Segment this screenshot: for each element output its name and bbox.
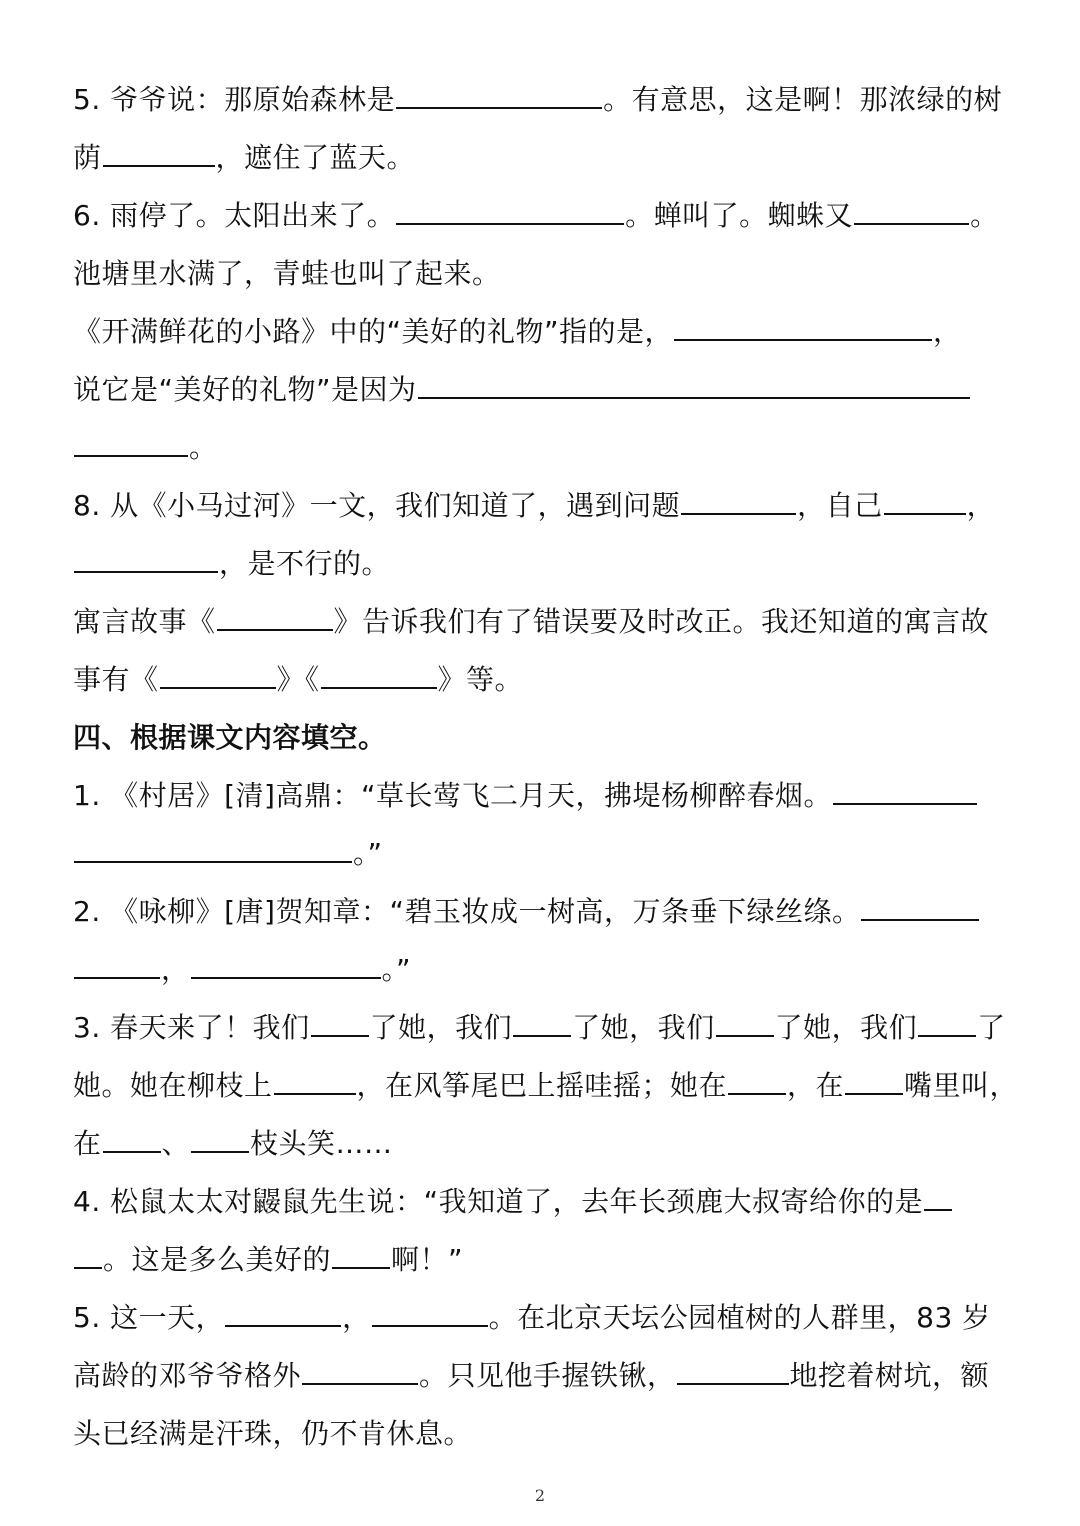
text-segment: 。在北京天坛公园植树的人群里，83 岁	[488, 1301, 991, 1334]
text-segment: 。有意思，这是啊！那浓绿的树	[603, 83, 1003, 116]
fill-blank-line	[73, 660, 1013, 700]
fill-blank-line	[73, 602, 1013, 642]
fill-blank-line	[73, 1066, 1019, 1106]
fill-blank-line	[73, 486, 1013, 526]
text-segment: 。蝉叫了。蜘蛛又	[625, 199, 854, 232]
fill-blank-line	[73, 138, 1013, 178]
answer-blank[interactable]	[74, 953, 160, 979]
text-segment: ，	[966, 489, 996, 522]
text-line	[73, 254, 1013, 294]
answer-blank[interactable]	[74, 837, 352, 863]
answer-blank[interactable]	[918, 1011, 976, 1037]
text-segment: 地挖着树坑，额	[789, 1359, 990, 1392]
fill-blank-line	[73, 312, 1013, 352]
text-segment: 了	[977, 1011, 1006, 1044]
fill-blank-line	[73, 776, 1013, 816]
text-segment: ，	[933, 315, 962, 348]
text-segment: 寓言故事《	[73, 605, 216, 638]
text-segment: 了她，我们	[774, 1011, 918, 1044]
text-segment: 头已经满是汗珠，仍不肯休息。	[73, 1417, 473, 1450]
answer-blank[interactable]	[225, 1301, 341, 1327]
fill-blank-line	[73, 1356, 1013, 1396]
text-segment: ，是不行的。	[219, 547, 391, 580]
text-segment: 2. 《咏柳》[唐]贺知章：“碧玉妆成一树高，万条垂下绿丝绦。	[73, 895, 861, 928]
answer-blank[interactable]	[884, 489, 966, 515]
answer-blank[interactable]	[74, 1243, 102, 1269]
answer-blank[interactable]	[332, 1243, 390, 1269]
fill-blank-line	[73, 1298, 1013, 1338]
answer-blank[interactable]	[924, 1185, 952, 1211]
answer-blank[interactable]	[74, 431, 188, 457]
answer-blank[interactable]	[103, 141, 215, 167]
text-segment: 说它是“美好的礼物”是因为	[73, 373, 417, 406]
answer-blank[interactable]	[74, 547, 218, 573]
text-segment: ，在风筝尾巴上摇哇摇；她在	[356, 1069, 728, 1102]
text-segment: ，自己	[797, 489, 883, 522]
text-segment: 啊！”	[391, 1243, 464, 1276]
text-segment: 。	[970, 199, 999, 232]
fill-blank-line	[73, 428, 1013, 468]
fill-blank-line	[73, 834, 1013, 874]
text-segment: ，	[161, 953, 190, 986]
fill-blank-line	[73, 80, 1013, 120]
section-heading-text: 四、根据课文内容填空。	[73, 721, 387, 754]
text-line	[73, 1414, 1013, 1454]
answer-blank[interactable]	[854, 199, 969, 225]
text-segment: ，遮住了蓝天。	[215, 141, 416, 174]
text-segment: 》告诉我们有了错误要及时改正。我还知道的寓言故	[333, 605, 990, 638]
answer-blank[interactable]	[677, 1359, 789, 1385]
section-heading	[73, 718, 1013, 758]
answer-blank[interactable]	[217, 605, 333, 631]
text-segment: 1. 《村居》[清]高鼎：“草长莺飞二月天，拂堤杨柳醉春烟。	[73, 779, 832, 812]
fill-blank-line	[73, 1124, 1013, 1164]
fill-blank-line	[73, 1008, 1013, 1048]
answer-blank[interactable]	[396, 83, 602, 109]
fill-blank-line	[73, 544, 1013, 584]
text-segment: 5. 这一天，	[73, 1301, 225, 1334]
text-segment: 了她，我们	[572, 1011, 715, 1044]
answer-blank[interactable]	[716, 1011, 774, 1037]
fill-blank-line	[73, 370, 1013, 410]
fill-blank-line	[73, 950, 1013, 990]
answer-blank[interactable]	[681, 489, 796, 515]
text-segment: 。只见他手握铁锹，	[419, 1359, 676, 1392]
text-segment: ，	[342, 1301, 371, 1334]
answer-blank[interactable]	[396, 199, 624, 225]
answer-blank[interactable]	[191, 1127, 249, 1153]
text-segment: 》《	[276, 663, 320, 696]
answer-blank[interactable]	[513, 1011, 571, 1037]
text-segment: 。	[189, 431, 218, 464]
answer-blank[interactable]	[674, 315, 932, 341]
text-segment: 3. 春天来了！我们	[73, 1011, 310, 1044]
fill-blank-line	[73, 892, 1013, 932]
answer-blank[interactable]	[103, 1127, 161, 1153]
text-segment: 她。她在柳枝上	[73, 1069, 273, 1102]
answer-blank[interactable]	[372, 1301, 488, 1327]
answer-blank[interactable]	[861, 895, 979, 921]
text-segment: 高龄的邓爷爷格外	[73, 1359, 302, 1392]
answer-blank[interactable]	[160, 663, 276, 689]
answer-blank[interactable]	[418, 373, 970, 399]
answer-blank[interactable]	[845, 1069, 903, 1095]
text-segment: 8. 从《小马过河》一文，我们知道了，遇到问题	[73, 489, 681, 522]
fill-blank-line	[73, 1182, 1013, 1222]
text-segment: 在	[73, 1127, 102, 1160]
text-segment: 4. 松鼠太太对鼹鼠先生说：“我知道了，去年长颈鹿大叔寄给你的是	[73, 1185, 924, 1218]
text-segment: 6. 雨停了。太阳出来了。	[73, 199, 396, 232]
text-segment: 枝头笑……	[250, 1127, 393, 1160]
text-segment: ，在	[787, 1069, 845, 1102]
page-number: 2	[534, 1486, 546, 1505]
answer-blank[interactable]	[191, 953, 381, 979]
text-segment: 》等。	[437, 663, 524, 696]
answer-blank[interactable]	[728, 1069, 786, 1095]
text-segment: 。”	[353, 837, 383, 870]
text-segment: 嘴里叫，	[904, 1069, 1019, 1102]
text-segment: 5. 爷爷说：那原始森林是	[73, 83, 396, 116]
answer-blank[interactable]	[311, 1011, 369, 1037]
text-segment: 池塘里水满了，青蛙也叫了起来。	[73, 257, 501, 290]
answer-blank[interactable]	[274, 1069, 356, 1095]
answer-blank[interactable]	[302, 1359, 418, 1385]
text-segment: 了她，我们	[369, 1011, 513, 1044]
text-segment: 、	[161, 1127, 191, 1160]
answer-blank[interactable]	[833, 779, 977, 805]
fill-blank-line	[73, 196, 1013, 236]
text-segment: 荫	[73, 141, 102, 174]
text-segment: 《开满鲜花的小路》中的“美好的礼物”指的是，	[73, 315, 674, 348]
fill-blank-line	[73, 1240, 1013, 1280]
answer-blank[interactable]	[321, 663, 437, 689]
text-segment: 。”	[381, 953, 412, 986]
text-segment: 事有《	[73, 663, 159, 696]
text-segment: 。这是多么美好的	[103, 1243, 332, 1276]
